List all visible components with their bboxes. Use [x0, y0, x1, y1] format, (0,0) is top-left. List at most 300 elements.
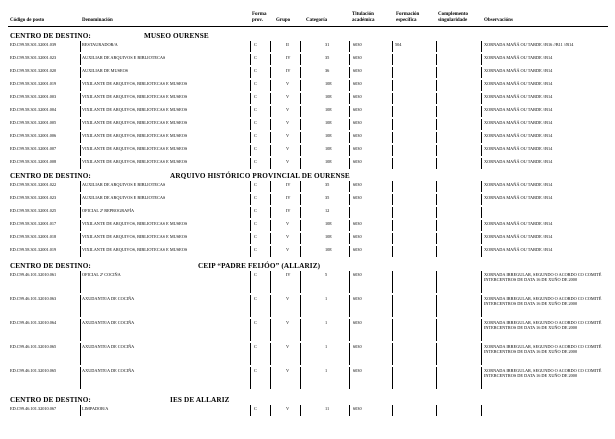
cell-code: ED.C99.58.301.32001.039	[10, 42, 57, 47]
cell-code: ED.C99.46.101.32010.067	[10, 406, 57, 411]
table-row	[0, 297, 615, 321]
column-divider	[300, 367, 301, 389]
cell-form: 504	[395, 42, 402, 47]
section-label: CENTRO DE DESTINO:	[10, 172, 91, 180]
header-complemento-line2: singularidade	[438, 17, 468, 23]
column-divider	[392, 233, 393, 244]
header-complemento-line1: Complemento	[438, 12, 468, 17]
column-divider	[392, 295, 393, 317]
column-divider	[270, 158, 271, 169]
column-divider	[436, 132, 437, 143]
header-observacions: Observacións	[484, 18, 513, 23]
cell-code: ED.C99.46.101.32010.064	[10, 320, 57, 325]
column-divider	[349, 54, 350, 65]
cell-tit: 6030	[353, 234, 362, 239]
column-divider	[250, 207, 251, 218]
cell-grupo: IV	[286, 208, 291, 213]
cell-tit: 6030	[353, 195, 362, 200]
column-divider	[300, 343, 301, 365]
cell-obs: XORNADA MAÑÁ OU TARDE //B14	[484, 146, 553, 151]
cell-forma: C	[254, 221, 257, 226]
column-divider	[250, 41, 251, 52]
column-divider	[300, 295, 301, 317]
column-divider	[349, 220, 350, 231]
cell-forma: C	[254, 81, 257, 86]
column-divider	[300, 158, 301, 169]
column-divider	[349, 41, 350, 52]
cell-tit: 6030	[353, 344, 362, 349]
cell-den: VIXILANTE DE ARQUIVOS, BIBLIOTECAS E MUSEOS	[82, 94, 188, 99]
cell-tit: 6030	[353, 42, 362, 47]
column-divider	[392, 343, 393, 365]
cell-tit: 6030	[353, 247, 362, 252]
column-divider	[80, 319, 81, 341]
cell-code: ED.C99.58.301.32001.006	[10, 133, 57, 138]
column-divider	[250, 80, 251, 91]
column-divider	[392, 54, 393, 65]
column-divider	[250, 233, 251, 244]
cell-obs: XORNADA IRREGULAR, SEGUNDO O ACORDO CO COMITÉ INTERCENTROS DE DATA 16 DE XUÑO DE 2000	[484, 368, 602, 378]
column-divider	[436, 367, 437, 389]
cell-cat: 35	[325, 55, 330, 60]
section-name: CEIP “PADRE FEIJÓO” (ALLARIZ)	[198, 262, 321, 270]
header-forma-line1: Forma	[252, 12, 267, 17]
cell-tit: 6030	[353, 368, 362, 373]
column-divider	[250, 67, 251, 78]
cell-cat: 10E	[325, 146, 332, 151]
cell-obs: XORNADA MAÑÁ OU TARDE //B14	[484, 247, 553, 252]
header-formacion-line1: Formación	[396, 12, 420, 17]
header-formacion	[396, 12, 419, 23]
cell-tit: 6030	[353, 120, 362, 125]
column-divider	[481, 246, 482, 257]
column-divider	[481, 67, 482, 78]
cell-forma: C	[254, 107, 257, 112]
cell-den: VIXILANTE DE ARQUIVOS, BIBLIOTECAS E MUSEOS	[82, 120, 188, 125]
cell-forma: C	[254, 146, 257, 151]
column-divider	[392, 181, 393, 192]
column-divider	[250, 93, 251, 104]
section-name: IES DE ALLARIZ	[170, 396, 230, 404]
cell-code: ED.C99.46.101.32010.061	[10, 272, 57, 277]
column-divider	[250, 343, 251, 365]
cell-den: AUXILIAR DE ARQUIVOS E BIBLIOTECAS	[82, 55, 166, 60]
column-divider	[392, 194, 393, 205]
column-divider	[300, 41, 301, 52]
column-divider	[436, 295, 437, 317]
cell-cat: 36	[325, 68, 330, 73]
column-divider	[436, 181, 437, 192]
cell-den: AXUDANTE/A DE COCIÑA	[82, 344, 135, 349]
column-divider	[392, 41, 393, 52]
cell-forma: C	[254, 208, 257, 213]
column-divider	[349, 207, 350, 218]
header-titulacion	[352, 12, 375, 23]
column-divider	[250, 405, 251, 416]
column-divider	[436, 405, 437, 416]
column-divider	[349, 158, 350, 169]
table-row	[0, 248, 615, 261]
cell-code: ED.C99.58.301.32001.023	[10, 55, 57, 60]
cell-tit: 6030	[353, 81, 362, 86]
header-grupo: Grupo	[276, 18, 291, 23]
cell-tit: 6030	[353, 146, 362, 151]
column-divider	[300, 246, 301, 257]
cell-grupo: V	[286, 247, 290, 252]
column-divider	[349, 181, 350, 192]
column-divider	[250, 246, 251, 257]
table-row	[0, 407, 615, 420]
cell-tit: 6030	[353, 55, 362, 60]
column-divider	[392, 145, 393, 156]
column-divider	[270, 246, 271, 257]
column-divider	[436, 67, 437, 78]
section-name: ARQUIVO HISTÓRICO PROVINCIAL DE OURENSE	[170, 172, 350, 180]
cell-obs: XORNADA MAÑÁ OU TARDE //B14	[484, 159, 553, 164]
column-divider	[80, 158, 81, 169]
cell-grupo: V	[286, 146, 290, 151]
header-forma-line2: prov.	[252, 17, 263, 23]
column-divider	[349, 271, 350, 293]
cell-obs: XORNADA MAÑÁ OU TARDE //B14	[484, 94, 553, 99]
column-divider	[349, 405, 350, 416]
column-divider	[481, 343, 482, 365]
column-divider	[270, 319, 271, 341]
column-divider	[481, 405, 482, 416]
cell-forma: C	[254, 94, 257, 99]
column-divider	[270, 145, 271, 156]
column-divider	[392, 207, 393, 218]
cell-grupo: V	[286, 406, 290, 411]
cell-cat: 10E	[325, 81, 332, 86]
cell-den: VIXILANTE DE ARQUIVOS, BIBLIOTECAS E MUSEOS	[82, 247, 188, 252]
column-divider	[80, 80, 81, 91]
column-divider	[250, 181, 251, 192]
column-divider	[481, 145, 482, 156]
cell-cat: 5	[325, 272, 328, 277]
cell-grupo: V	[286, 120, 290, 125]
cell-forma: C	[254, 42, 257, 47]
column-divider	[436, 106, 437, 117]
column-divider	[80, 54, 81, 65]
section-name: MUSEO OURENSE	[144, 32, 209, 40]
column-divider	[300, 194, 301, 205]
column-divider	[392, 220, 393, 231]
cell-forma: C	[254, 55, 257, 60]
column-divider	[80, 246, 81, 257]
cell-forma: C	[254, 368, 257, 373]
cell-den: VIXILANTE DE ARQUIVOS, BIBLIOTECAS E MUSEOS	[82, 107, 188, 112]
column-divider	[270, 132, 271, 143]
column-divider	[80, 220, 81, 231]
column-divider	[349, 233, 350, 244]
cell-code: ED.C99.46.101.32010.063	[10, 296, 57, 301]
column-divider	[349, 319, 350, 341]
cell-code: ED.C99.58.301.32001.019	[10, 81, 57, 86]
cell-forma: C	[254, 68, 257, 73]
column-divider	[300, 80, 301, 91]
cell-code: ED.C99.58.301.32001.007	[10, 146, 57, 151]
table-row	[0, 321, 615, 345]
cell-cat: 10E	[325, 247, 332, 252]
cell-grupo: V	[286, 159, 290, 164]
cell-grupo: II	[286, 42, 289, 47]
section-label: CENTRO DE DESTINO:	[10, 396, 91, 404]
column-divider	[270, 207, 271, 218]
column-divider	[436, 158, 437, 169]
column-divider	[300, 405, 301, 416]
column-divider	[392, 367, 393, 389]
column-divider	[270, 271, 271, 293]
column-divider	[80, 93, 81, 104]
column-divider	[250, 132, 251, 143]
cell-tit: 6030	[353, 406, 362, 411]
cell-cat: 35	[325, 195, 330, 200]
cell-code: ED.C99.58.301.32001.018	[10, 234, 57, 239]
column-divider	[300, 220, 301, 231]
column-divider	[300, 93, 301, 104]
column-divider	[300, 181, 301, 192]
cell-tit: 6030	[353, 133, 362, 138]
cell-obs: XORNADA MAÑÁ OU TARDE //B14	[484, 195, 553, 200]
cell-den: AUXILIAR DE ARQUIVOS E BIBLIOTECAS	[82, 195, 166, 200]
column-divider	[349, 119, 350, 130]
cell-cat: 1	[325, 368, 328, 373]
column-divider	[349, 132, 350, 143]
column-divider	[481, 158, 482, 169]
cell-tit: 6030	[353, 221, 362, 226]
column-divider	[436, 54, 437, 65]
column-divider	[481, 319, 482, 341]
column-divider	[481, 54, 482, 65]
column-divider	[481, 93, 482, 104]
column-divider	[436, 145, 437, 156]
cell-forma: C	[254, 195, 257, 200]
column-divider	[270, 233, 271, 244]
column-divider	[250, 319, 251, 341]
table-row	[0, 273, 615, 297]
column-divider	[392, 158, 393, 169]
column-divider	[349, 246, 350, 257]
column-divider	[80, 181, 81, 192]
column-divider	[270, 93, 271, 104]
column-divider	[481, 132, 482, 143]
column-divider	[481, 295, 482, 317]
column-divider	[300, 233, 301, 244]
cell-obs: XORNADA MAÑÁ OU TARDE //B14	[484, 221, 553, 226]
section-label: CENTRO DE DESTINO:	[10, 32, 91, 40]
cell-obs: XORNADA MAÑÁ OU TARDE //B14	[484, 182, 553, 187]
column-divider	[349, 93, 350, 104]
column-divider	[392, 405, 393, 416]
column-divider	[349, 343, 350, 365]
cell-code: ED.C99.58.301.32001.003	[10, 94, 57, 99]
column-divider	[270, 295, 271, 317]
table-row	[0, 345, 615, 369]
column-divider	[392, 93, 393, 104]
cell-den: VIXILANTE DE ARQUIVOS, BIBLIOTECAS E MUSEOS	[82, 81, 188, 86]
column-divider	[250, 145, 251, 156]
cell-obs: XORNADA IRREGULAR, SEGUNDO O ACORDO CO COMITÉ INTERCENTROS DE DATA 16 DE XUÑO DE 2000	[484, 272, 602, 282]
header-titulacion-line1: Titulación	[352, 12, 374, 17]
cell-grupo: IV	[286, 55, 291, 60]
column-divider	[481, 106, 482, 117]
cell-obs: XORNADA MAÑÁ OU TARDE //B14	[484, 81, 553, 86]
column-divider	[80, 132, 81, 143]
cell-grupo: V	[286, 320, 290, 325]
cell-cat: 12	[325, 208, 330, 213]
cell-grupo: V	[286, 296, 290, 301]
column-divider	[270, 181, 271, 192]
cell-tit: 6030	[353, 182, 362, 187]
cell-tit: 6030	[353, 68, 362, 73]
cell-den: AXUDANTE/A DE COCIÑA	[82, 368, 135, 373]
column-divider	[392, 80, 393, 91]
cell-obs: XORNADA MAÑÁ OU TARDE //B14	[484, 120, 553, 125]
cell-grupo: V	[286, 368, 290, 373]
cell-cat: 1	[325, 320, 328, 325]
column-divider	[349, 145, 350, 156]
column-divider	[392, 106, 393, 117]
column-divider	[436, 194, 437, 205]
column-divider	[250, 220, 251, 231]
header-codigo: Código de posto	[10, 18, 45, 23]
column-divider	[349, 67, 350, 78]
cell-forma: C	[254, 159, 257, 164]
header-forma	[252, 12, 266, 23]
cell-code: ED.C99.58.301.32001.025	[10, 208, 57, 213]
column-divider	[392, 246, 393, 257]
cell-grupo: IV	[286, 195, 291, 200]
column-divider	[270, 405, 271, 416]
cell-code: ED.C99.46.101.32010.065	[10, 368, 57, 373]
column-divider	[481, 271, 482, 293]
header-categoria: Categoría	[306, 18, 328, 23]
column-divider	[349, 194, 350, 205]
column-divider	[250, 106, 251, 117]
header-divider	[8, 26, 608, 27]
cell-den: VIXILANTE DE ARQUIVOS, BIBLIOTECAS E MUSEOS	[82, 146, 188, 151]
cell-forma: C	[254, 406, 257, 411]
cell-obs: XORNADA MAÑÁ OU TARDE //B14	[484, 68, 553, 73]
cell-cat: 10E	[325, 94, 332, 99]
column-divider	[300, 54, 301, 65]
cell-tit: 6030	[353, 272, 362, 277]
column-divider	[250, 54, 251, 65]
cell-den: VIXILANTE DE ARQUIVOS, BIBLIOTECAS E MUSEOS	[82, 159, 188, 164]
column-divider	[300, 145, 301, 156]
cell-cat: 10E	[325, 221, 332, 226]
column-divider	[349, 106, 350, 117]
column-divider	[80, 41, 81, 52]
cell-obs: XORNADA IRREGULAR, SEGUNDO O ACORDO CO COMITÉ INTERCENTROS DE DATA 16 DE XUÑO DE 2000	[484, 296, 602, 306]
column-divider	[250, 367, 251, 389]
column-divider	[481, 80, 482, 91]
cell-tit: 6030	[353, 320, 362, 325]
cell-den: AUXILIAR DE MUSEOS	[82, 68, 129, 73]
column-divider	[80, 106, 81, 117]
column-divider	[300, 119, 301, 130]
cell-den: AXUDANTE/A DE COCIÑA	[82, 320, 135, 325]
column-divider	[80, 343, 81, 365]
column-divider	[349, 367, 350, 389]
column-divider	[80, 119, 81, 130]
column-divider	[300, 132, 301, 143]
cell-den: VIXILANTE DE ARQUIVOS, BIBLIOTECAS E MUSEOS	[82, 133, 188, 138]
cell-code: ED.C99.58.301.32001.005	[10, 120, 57, 125]
column-divider	[392, 119, 393, 130]
column-divider	[270, 41, 271, 52]
column-divider	[436, 207, 437, 218]
column-divider	[80, 194, 81, 205]
column-divider	[80, 67, 81, 78]
header-titulacion-line2: académica	[352, 17, 375, 23]
cell-den: AXUDANTE/A DE COCIÑA	[82, 296, 135, 301]
cell-obs: XORNADA MAÑÁ OU TARDE //B14	[484, 234, 553, 239]
cell-code: ED.C99.58.301.32001.023	[10, 195, 57, 200]
cell-forma: C	[254, 133, 257, 138]
column-divider	[436, 343, 437, 365]
cell-cat: 10E	[325, 234, 332, 239]
column-divider	[250, 119, 251, 130]
column-divider	[392, 132, 393, 143]
cell-grupo: V	[286, 344, 290, 349]
cell-forma: C	[254, 247, 257, 252]
column-divider	[270, 194, 271, 205]
cell-cat: 10E	[325, 120, 332, 125]
cell-forma: C	[254, 234, 257, 239]
column-divider	[392, 271, 393, 293]
column-divider	[80, 405, 81, 416]
cell-forma: C	[254, 272, 257, 277]
cell-cat: 35	[325, 182, 330, 187]
column-divider	[270, 367, 271, 389]
column-divider	[250, 271, 251, 293]
cell-obs: XORNADA MAÑÁ OU TARDE //B16 //B11 //B14	[484, 42, 574, 47]
cell-obs: XORNADA MAÑÁ OU TARDE //B14	[484, 107, 553, 112]
column-divider	[250, 194, 251, 205]
column-divider	[481, 207, 482, 218]
column-divider	[80, 295, 81, 317]
column-divider	[436, 80, 437, 91]
cell-den: LIMPADOR/A	[82, 406, 109, 411]
column-divider	[481, 233, 482, 244]
cell-code: ED.C99.58.301.32001.017	[10, 221, 57, 226]
column-divider	[250, 158, 251, 169]
cell-cat: 10E	[325, 159, 332, 164]
cell-den: RESTAURADOR/A	[82, 42, 118, 47]
cell-grupo: V	[286, 133, 290, 138]
column-divider	[250, 295, 251, 317]
column-divider	[300, 106, 301, 117]
column-divider	[349, 295, 350, 317]
cell-code: ED.C99.58.301.32001.004	[10, 107, 57, 112]
column-divider	[270, 80, 271, 91]
cell-code: ED.C99.58.301.32001.022	[10, 182, 57, 187]
column-divider	[80, 233, 81, 244]
cell-cat: 1	[325, 296, 328, 301]
cell-grupo: IV	[286, 182, 291, 187]
cell-cat: 10E	[325, 107, 332, 112]
section-label: CENTRO DE DESTINO:	[10, 262, 91, 270]
cell-code: ED.C99.46.101.32010.065	[10, 344, 57, 349]
column-divider	[80, 367, 81, 389]
cell-code: ED.C99.58.301.32001.008	[10, 159, 57, 164]
column-divider	[481, 119, 482, 130]
column-divider	[80, 145, 81, 156]
cell-forma: C	[254, 320, 257, 325]
column-divider	[392, 67, 393, 78]
